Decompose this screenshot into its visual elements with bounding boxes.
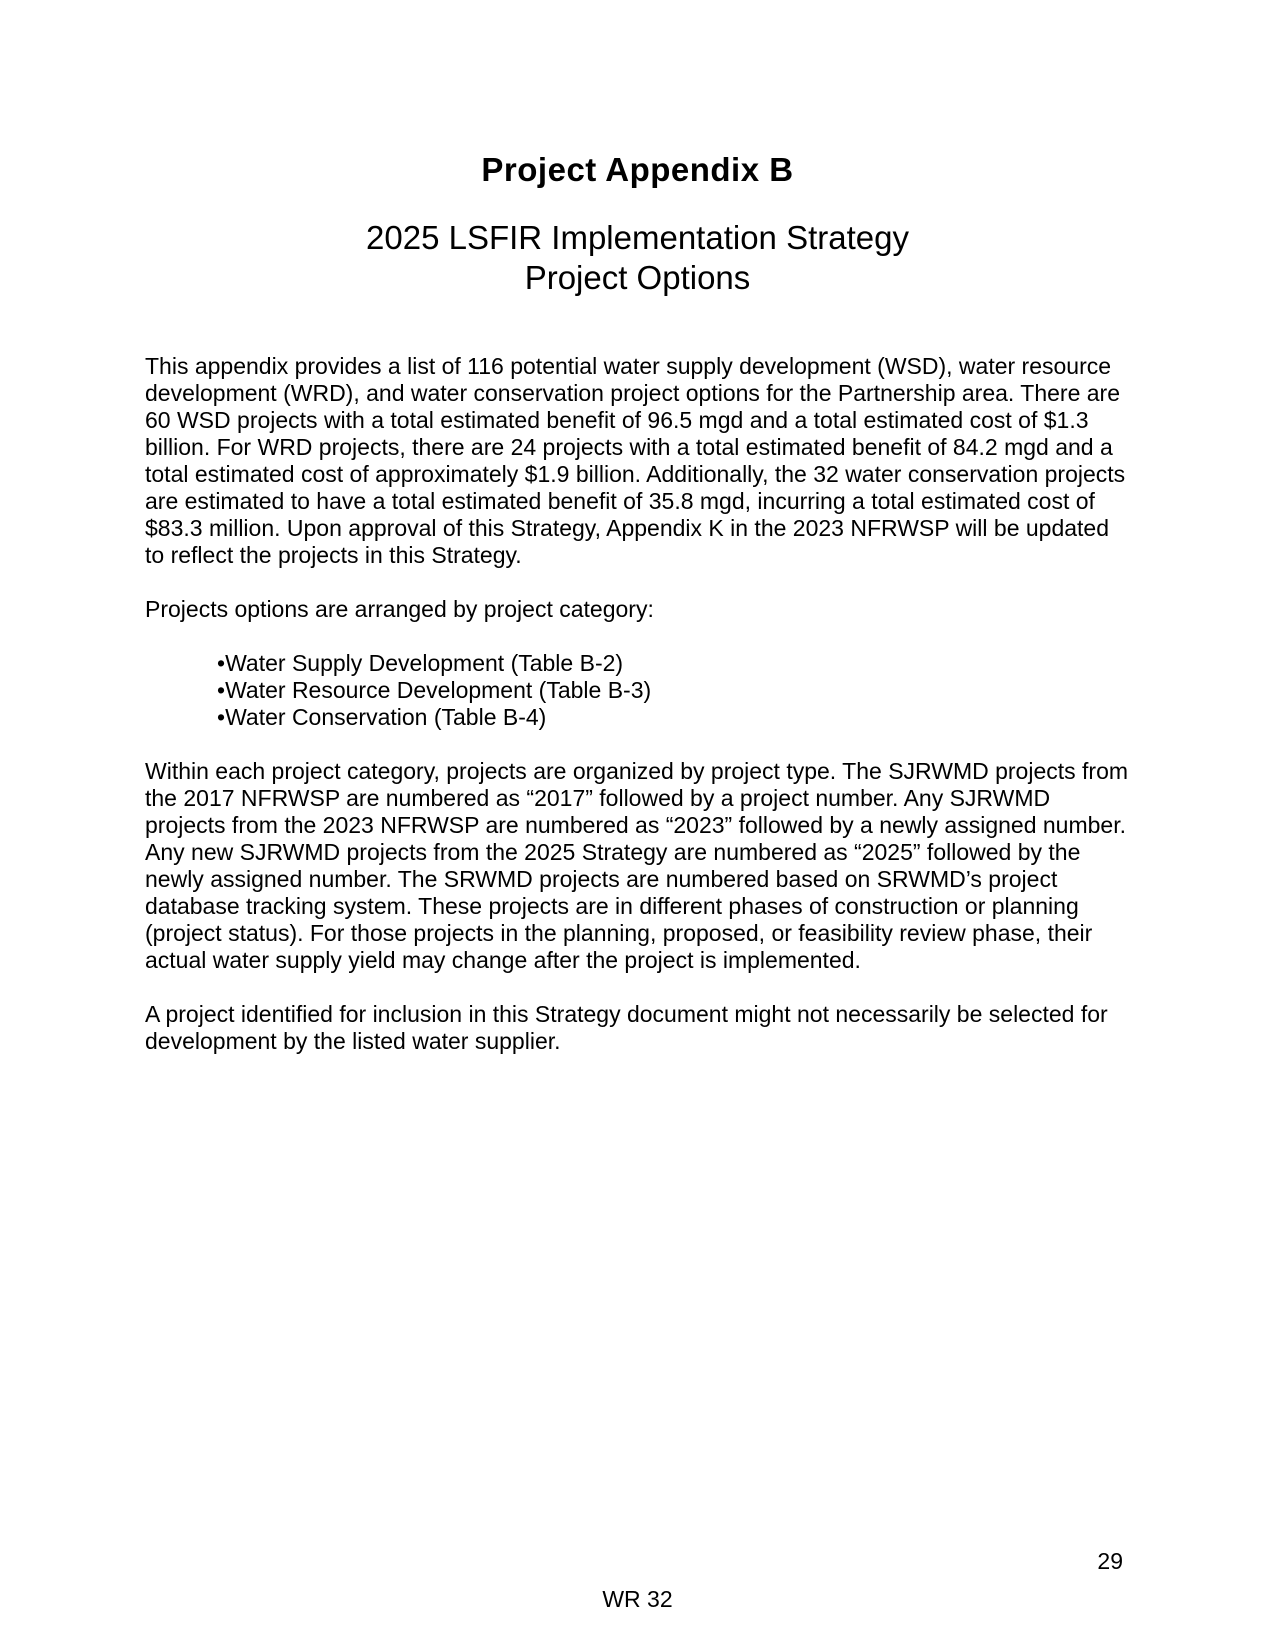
page-number: 29 <box>1097 1548 1123 1574</box>
paragraph-categories-intro: Projects options are arranged by project category: <box>145 596 654 622</box>
list-item-water-resource-development: • Water Resource Development (Table B-3) <box>217 677 1130 704</box>
paragraph-organization: Within each project category, projects are organized by project type. The SJRWMD projects from the 2017 NFRWSP are numbered as “2017” followed by a project number. Any SJRWMD projects from the 2023 NFRWSP are numbered as “2023” followed by a newly assigned number. Any new SJRWMD projects from the 2025 Strategy are numbered as “2025” followed by the newly assigned number. The SRWMD projects are numbered based on SRWMD’s project database tracking system. These projects are in different phases of construction or planning (project status). For those projects in the planning, proposed, or feasibility review phase, their actual water supply yield may change after the project is implemented. <box>145 758 1129 973</box>
page-subtitle <box>0 218 1275 298</box>
list-item-water-supply-development: • Water Supply Development (Table B-2) <box>217 650 1130 677</box>
page-body <box>145 353 1130 1055</box>
subtitle-line-1: 2025 LSFIR Implementation Strategy <box>366 219 909 256</box>
page-title: Project Appendix B <box>481 151 794 188</box>
category-bullet-list <box>217 650 1130 731</box>
subtitle-line-2: Project Options <box>524 259 751 296</box>
list-item-water-conservation: • Water Conservation (Table B-4) <box>217 704 1130 731</box>
footer-doc-number: WR 32 <box>602 1586 673 1612</box>
paragraph-disclaimer: A project identified for inclusion in this Strategy document might not necessarily be selected for development by the listed water supplier. <box>145 1001 1108 1054</box>
paragraph-intro: This appendix provides a list of 116 potential water supply development (WSD), water resource development (WRD), and water conservation project options for the Partnership area. There are 60 WSD projects with a total estimated benefit of 96.5 mgd and a total estimated cost of $1.3 billion. For WRD projects, there are 24 projects with a total estimated benefit of 84.2 mgd and a total estimated cost of approximately $1.9 billion. Additionally, the 32 water conservation projects are estimated to have a total estimated benefit of 35.8 mgd, incurring a total estimated cost of $83.3 million. Upon approval of this Strategy, Appendix K in the 2023 NFRWSP will be updated to reflect the projects in this Strategy. <box>145 353 1126 568</box>
